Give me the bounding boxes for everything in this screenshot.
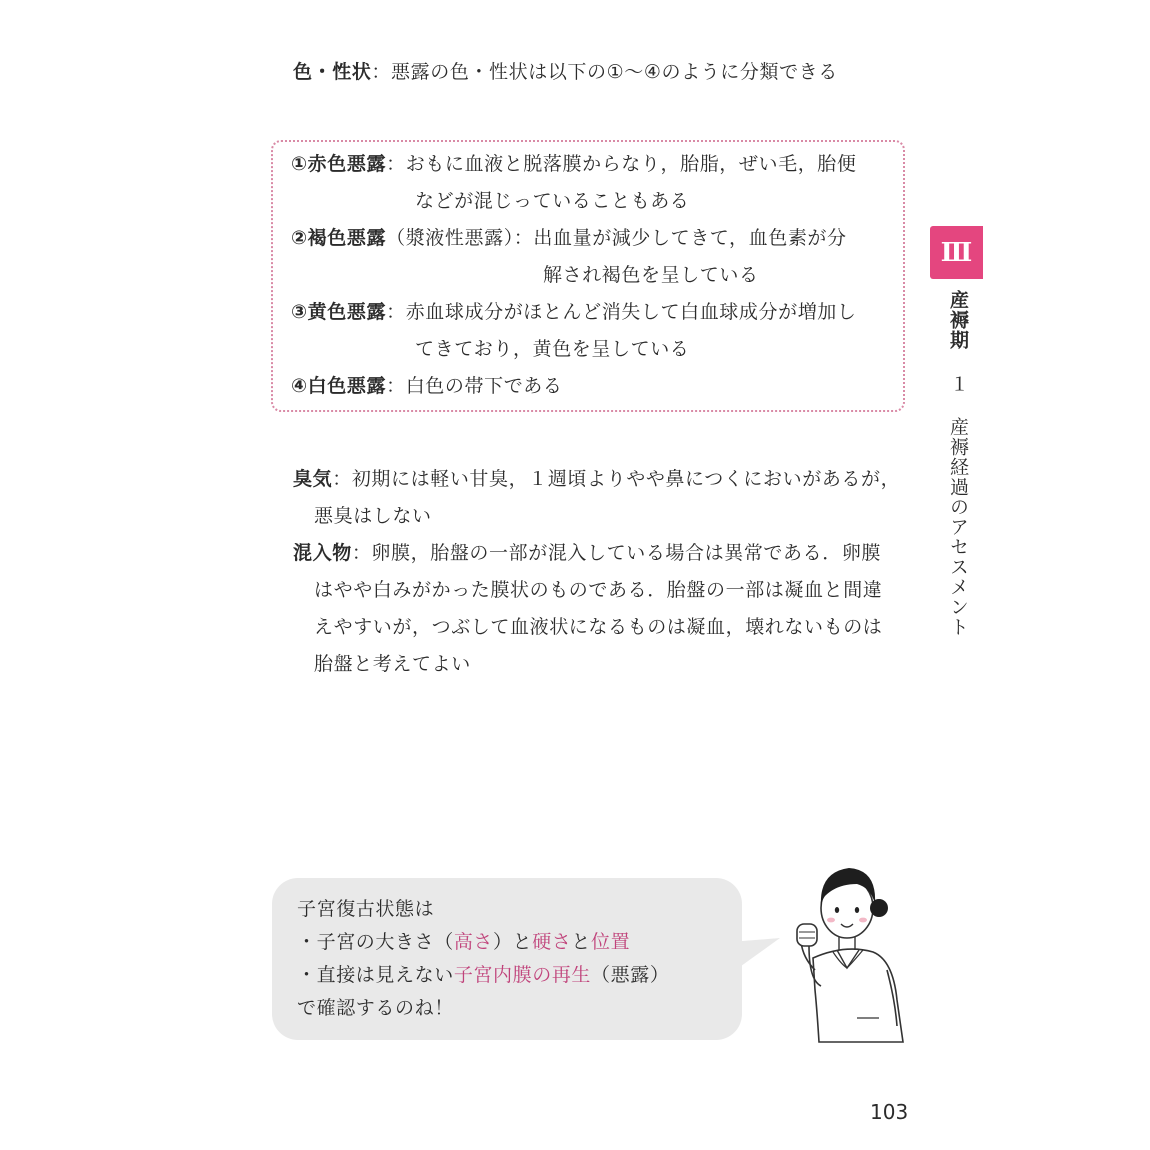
lochia-red-desc2: などが混じっていることもある xyxy=(415,190,690,212)
bubble-line3-a: ・直接は見えない xyxy=(297,964,454,986)
lochia-red-colon: ： xyxy=(386,153,406,175)
contaminant-desc4: 胎盤と考えてよい xyxy=(314,653,471,675)
lochia-white-line1 xyxy=(291,374,563,398)
intro-text: 悪露の色・性状は以下の①〜④のように分類できる xyxy=(391,61,838,83)
bubble-highlight-endometrium: 子宮内膜の再生 xyxy=(453,964,592,986)
bubble-line2-c: ）と xyxy=(493,931,533,953)
lochia-yellow-term: ③黄色悪露 xyxy=(291,301,387,323)
lochia-white-desc1: 白色の帯下である xyxy=(405,375,563,397)
contaminant-desc1: 卵膜，胎盤の一部が混入している場合は異常である．卵膜 xyxy=(371,542,882,564)
bubble-line3 xyxy=(297,963,669,987)
contaminant-colon: ： xyxy=(351,542,372,564)
odor-colon: ： xyxy=(332,468,352,490)
lochia-white-colon: ： xyxy=(386,375,406,397)
bubble-highlight-position: 位置 xyxy=(591,931,631,953)
lochia-red-line1 xyxy=(291,152,857,176)
odor-desc2: 悪臭はしない xyxy=(314,505,432,527)
lochia-red-term: ①赤色悪露 xyxy=(291,153,387,175)
lochia-yellow-line1 xyxy=(291,300,857,324)
lochia-yellow-colon: ： xyxy=(386,301,406,323)
chapter-title: １ 産褥経過のアセスメント xyxy=(947,374,969,637)
bubble-highlight-firmness: 硬さ xyxy=(532,931,572,953)
lochia-white-term: ④白色悪露 xyxy=(291,375,387,397)
intro-line xyxy=(293,60,838,84)
contaminant-desc3: えやすいが，つぶして血液状になるものは凝血，壊れないものは xyxy=(314,616,883,638)
lochia-yellow-desc2: てきており，黄色を呈している xyxy=(415,338,690,360)
contaminant-desc2: はやや白みがかった膜状のものである．胎盤の一部は凝血と間違 xyxy=(314,579,883,601)
intro-term: 色・性状 xyxy=(293,61,372,83)
contaminant-line1 xyxy=(293,541,881,565)
contaminant-term: 混入物 xyxy=(293,542,352,564)
bubble-line2 xyxy=(297,930,630,954)
nurse-illustration xyxy=(775,850,925,1045)
page-number: 103 xyxy=(870,1100,909,1124)
bubble-highlight-height: 高さ xyxy=(453,931,494,953)
lochia-brown-desc1: 出血量が減少してきて，血色素が分 xyxy=(533,227,847,249)
odor-line1 xyxy=(293,467,900,491)
lochia-brown-colon: ： xyxy=(513,227,534,249)
lochia-yellow-desc1: 赤血球成分がほとんど消失して白血球成分が増加し xyxy=(405,301,857,323)
lochia-red-desc1: おもに血液と脱落膜からなり，胎脂，ぜい毛，胎便 xyxy=(405,153,857,175)
part-title: 産褥期 xyxy=(947,290,969,350)
bubble-line3-c: （悪露） xyxy=(591,964,670,986)
lochia-brown-term: ②褐色悪露 xyxy=(291,227,387,249)
odor-term: 臭気 xyxy=(293,468,333,490)
bubble-line4: で確認するのね！ xyxy=(297,997,454,1019)
bubble-line2-a: ・子宮の大きさ（ xyxy=(297,931,454,953)
bubble-line2-e: と xyxy=(571,931,592,953)
lochia-brown-desc2: 解され褐色を呈している xyxy=(543,264,759,286)
part-tab: Ⅲ xyxy=(930,226,983,279)
odor-desc1: 初期には軽い甘臭，１週頃よりやや鼻につくにおいがあるが， xyxy=(351,468,901,490)
intro-colon: ： xyxy=(371,61,392,83)
lochia-brown-paren: （漿液性悪露） xyxy=(386,227,514,249)
bubble-line1: 子宮復古状態は xyxy=(297,898,435,920)
lochia-brown-line1 xyxy=(291,226,847,250)
